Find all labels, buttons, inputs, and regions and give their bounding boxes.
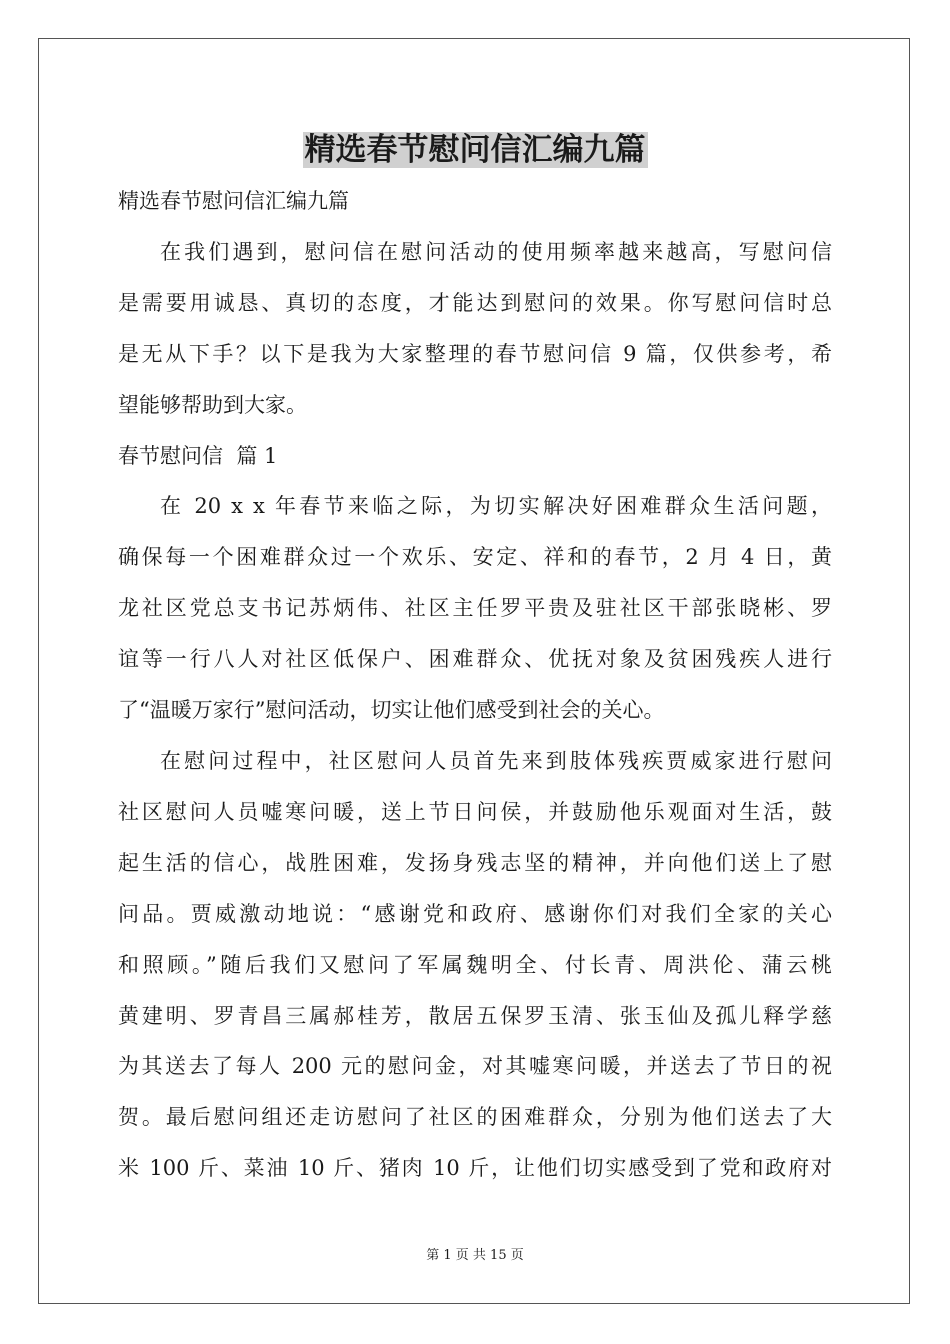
body-line: 贺。最后慰问组还走访慰问了社区的困难群众，分别为他们送去了大 — [118, 1105, 832, 1130]
body-line: 社区慰问人员嘘寒问暖，送上节日问侯，并鼓励他乐观面对生活，鼓 — [118, 799, 832, 824]
document-title — [0, 126, 950, 174]
body-line: 在 20 x x 年春节来临之际，为切实解决好困难群众生活问题， — [160, 494, 832, 519]
body-line: 在慰问过程中，社区慰问人员首先来到肢体残疾贾威家进行慰问 — [160, 748, 832, 773]
body-line: 问品。贾威激动地说：“感谢党和政府、感谢你们对我们全家的关心 — [118, 901, 832, 926]
body-line: 在我们遇到，慰问信在慰问活动的使用频率越来越高，写慰问信 — [160, 239, 832, 264]
document-title-text: 精选春节慰问信汇编九篇 — [304, 132, 646, 168]
body-line: 为其送去了每人 200 元的慰问金，对其嘘寒问暖，并送去了节日的祝 — [118, 1054, 832, 1079]
body-line: 起生活的信心，战胜困难，发扬身残志坚的精神，并向他们送上了慰 — [118, 850, 832, 875]
body-line: 是无从下手？以下是我为大家整理的春节慰问信 9 篇，仅供参考，希 — [118, 341, 832, 366]
body-line: 和照顾。”随后我们又慰问了军属魏明全、付长青、周洪伦、蒲云桃 — [118, 952, 832, 977]
body-line: 黄建明、罗青昌三属郝桂芳，散居五保罗玉清、张玉仙及孤儿释学慈 — [118, 1003, 832, 1028]
body-line: 龙社区党总支书记苏炳伟、社区主任罗平贵及驻社区干部张晓彬、罗 — [118, 596, 832, 621]
document-body — [118, 176, 832, 1194]
page-footer: 第 1 页 共 15 页 — [426, 1248, 524, 1263]
body-line: 确保每一个困难群众过一个欢乐、安定、祥和的春节，2 月 4 日，黄 — [118, 545, 832, 570]
body-line: 望能够帮助到大家。 — [118, 392, 307, 417]
body-line: 精选春节慰问信汇编九篇 — [118, 189, 349, 213]
body-line: 是需要用诚恳、真切的态度，才能达到慰问的效果。你写慰问信时总 — [118, 290, 832, 315]
body-line: 谊等一行八人对社区低保户、困难群众、优抚对象及贫困残疾人进行 — [118, 647, 832, 672]
body-line: 了“温暖万家行”慰问活动，切实让他们感受到社会的关心。 — [118, 698, 665, 723]
body-line: 米 100 斤、菜油 10 斤、猪肉 10 斤，让他们切实感受到了党和政府对 — [118, 1156, 832, 1181]
section-heading: 春节慰问信 篇 1 — [118, 443, 278, 468]
